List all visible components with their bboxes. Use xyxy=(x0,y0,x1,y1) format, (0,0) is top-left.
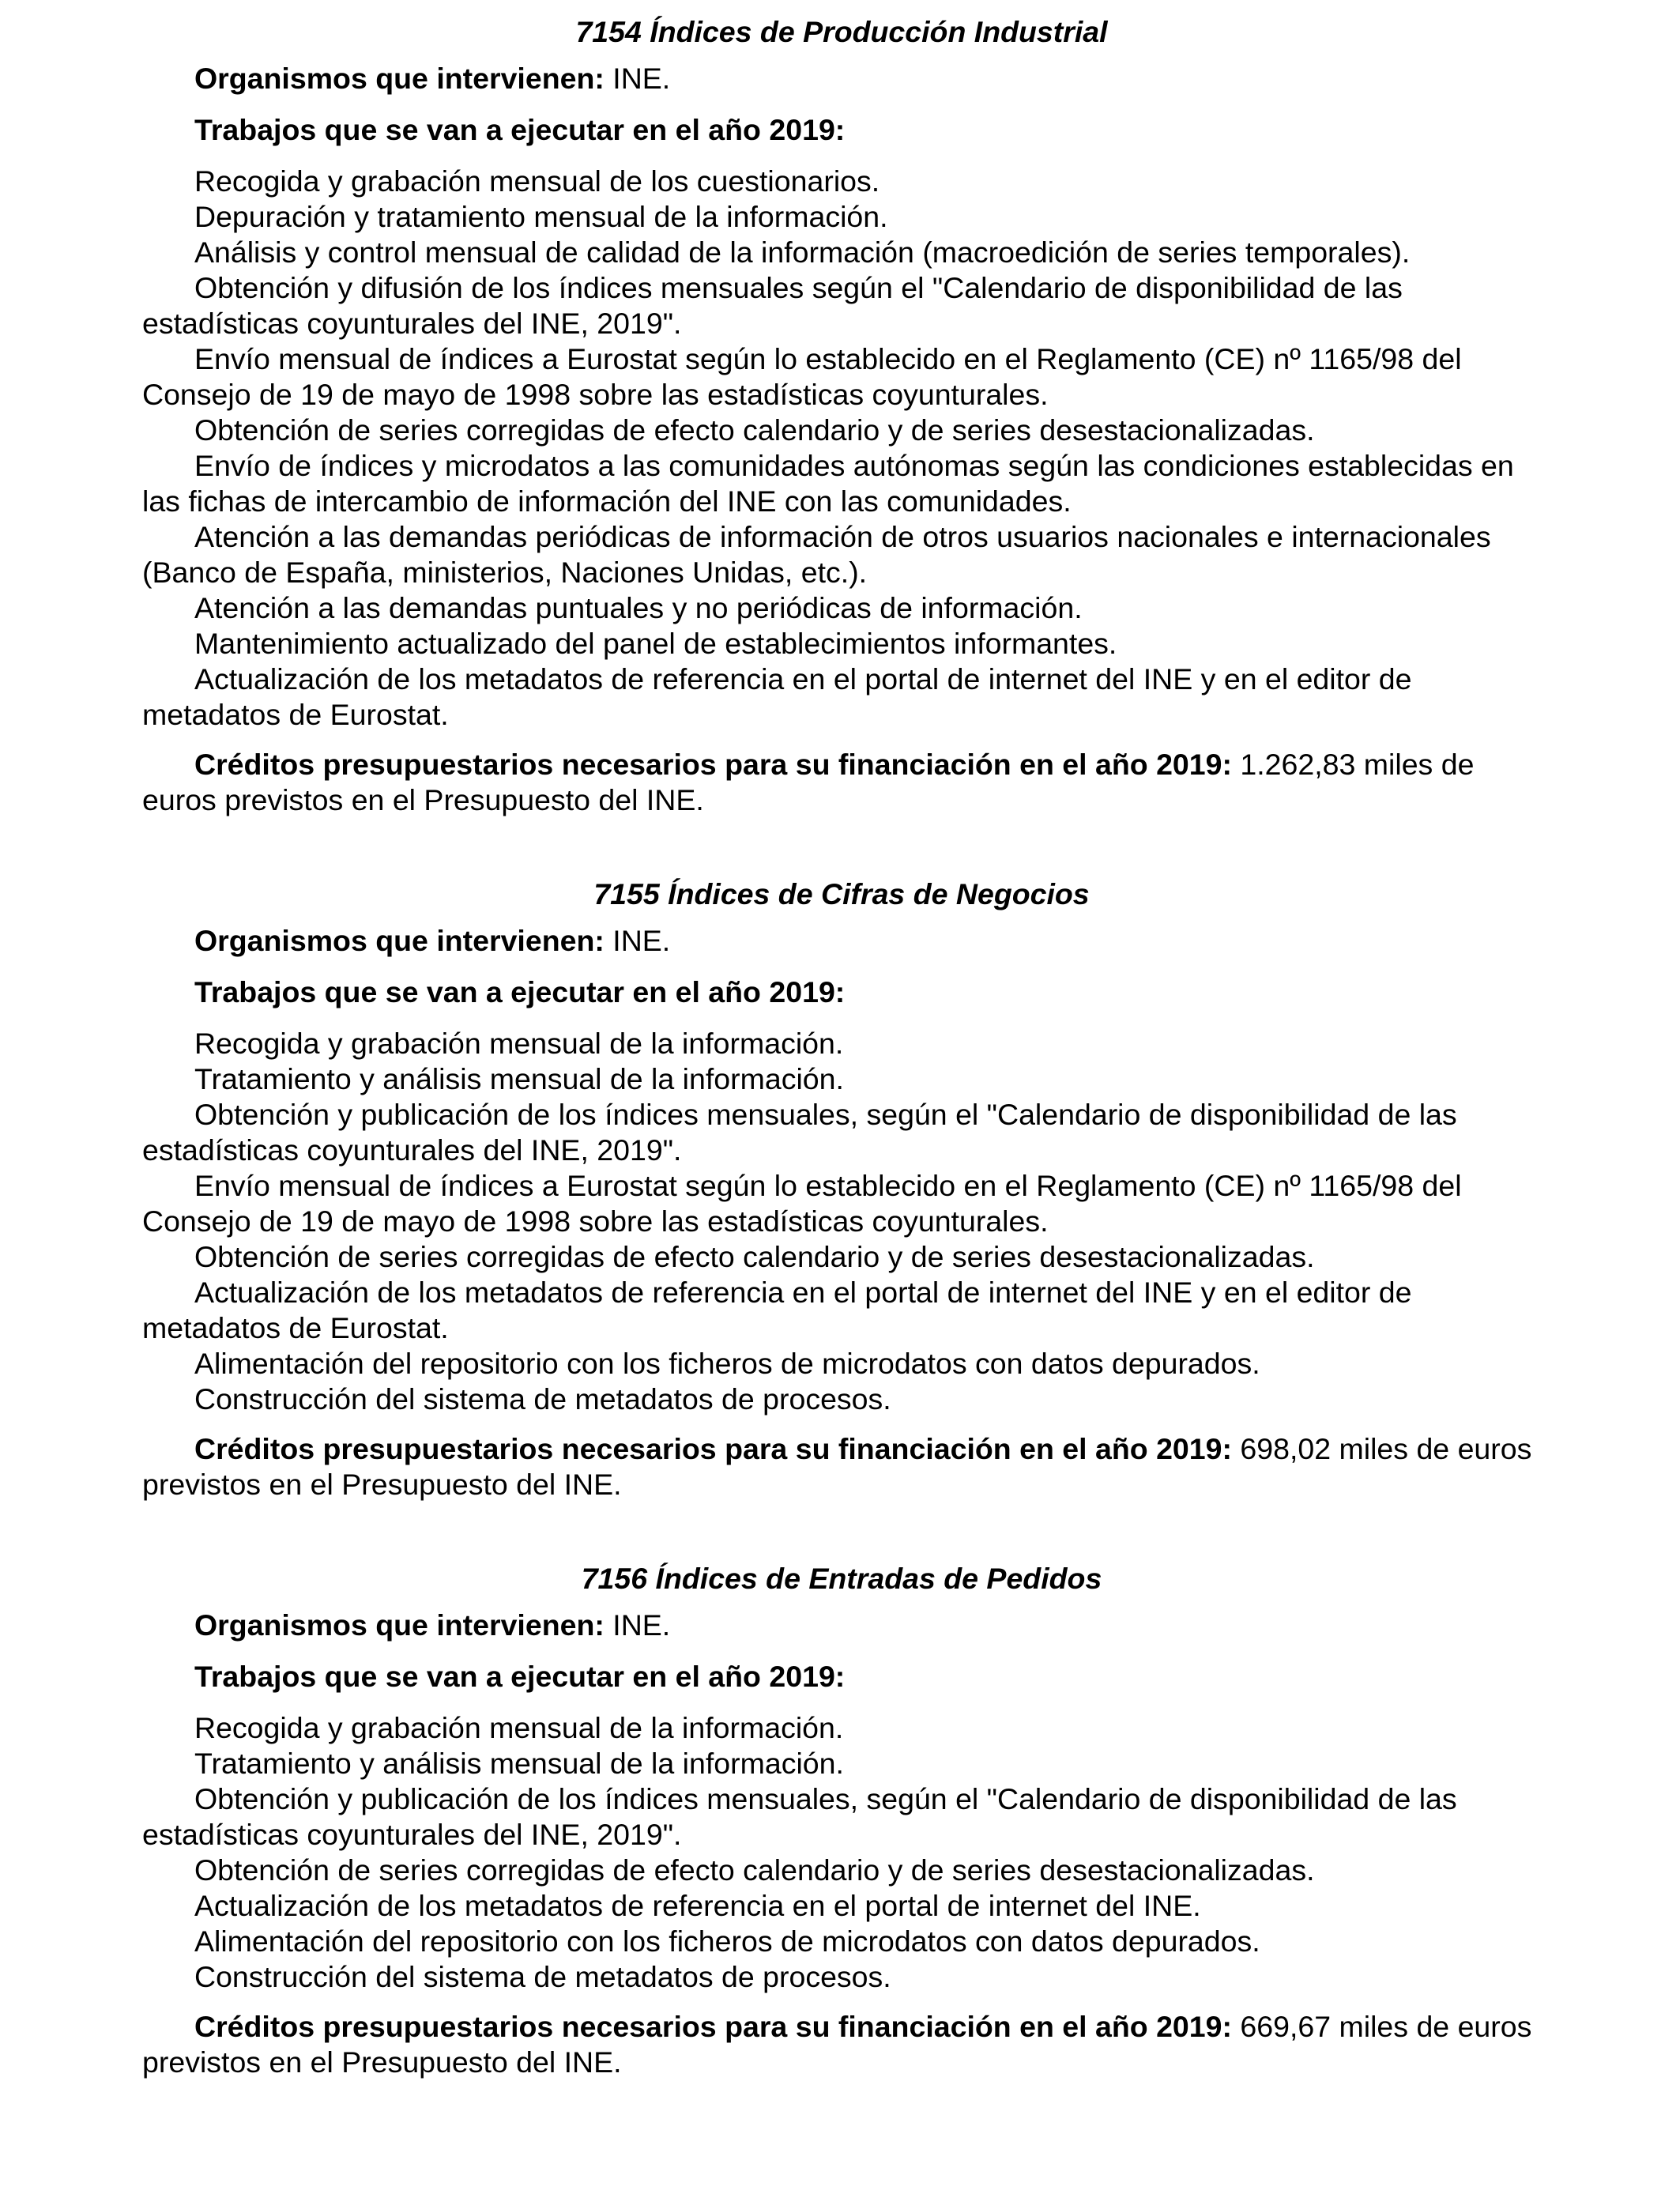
task-item: Actualización de los metadatos de referencia en el portal de internet del INE y en el editor de metadatos de Eurostat. xyxy=(142,662,1412,731)
credit-value: 698,02 miles de euros previstos en el Presupuesto del INE. xyxy=(142,1432,1532,1501)
section-title: 7155 Índices de Cifras de Negocios xyxy=(593,877,1090,910)
works-label: Trabajos que se van a ejecutar en el año 2019: xyxy=(194,113,846,146)
task-item: Tratamiento y análisis mensual de la información. xyxy=(194,1747,844,1780)
credit-line xyxy=(142,1431,1541,1502)
task-item: Recogida y grabación mensual de la información. xyxy=(194,1027,844,1060)
task-item: Construcción del sistema de metadatos de procesos. xyxy=(194,1960,891,1993)
credit-label: Créditos presupuestarios necesarios para su financiación en el año 2019: xyxy=(194,1432,1232,1465)
task-item: Alimentación del repositorio con los ficheros de microdatos con datos depurados. xyxy=(194,1347,1260,1380)
task-item: Tratamiento y análisis mensual de la información. xyxy=(194,1062,844,1095)
section-title: 7154 Índices de Producción Industrial xyxy=(575,15,1108,48)
credit-value: 669,67 miles de euros previstos en el Presupuesto del INE. xyxy=(142,2010,1532,2079)
task-item: Obtención de series corregidas de efecto calendario y de series desestacionalizadas. xyxy=(194,1240,1315,1273)
works-heading xyxy=(142,112,1541,148)
task-list xyxy=(142,1710,1541,1995)
task-item: Atención a las demandas periódicas de información de otros usuarios nacionales e internacionales (Banco de España, ministerios, Naciones Unidas, etc.). xyxy=(142,520,1491,589)
credit-line xyxy=(142,2009,1541,2080)
organisms-value: INE. xyxy=(612,62,671,95)
task-item: Alimentación del repositorio con los ficheros de microdatos con datos depurados. xyxy=(194,1924,1260,1958)
organisms-line xyxy=(142,923,1541,959)
credit-value: 1.262,83 miles de euros previstos en el Presupuesto del INE. xyxy=(142,748,1475,816)
organisms-label: Organismos que intervienen: xyxy=(194,924,605,957)
credit-label: Créditos presupuestarios necesarios para su financiación en el año 2019: xyxy=(194,2010,1232,2043)
task-list xyxy=(142,164,1541,733)
organisms-label: Organismos que intervienen: xyxy=(194,62,605,95)
task-item: Obtención y publicación de los índices mensuales, según el "Calendario de disponibilidad de las estadísticas coyunturales del INE, 2019". xyxy=(142,1098,1457,1167)
section-7154 xyxy=(142,14,1541,818)
task-item: Envío mensual de índices a Eurostat según lo establecido en el Reglamento (CE) nº 1165/98 del Consejo de 19 de mayo de 1998 sobre las estadísticas coyunturales. xyxy=(142,1169,1462,1238)
task-item: Actualización de los metadatos de referencia en el portal de internet del INE y en el editor de metadatos de Eurostat. xyxy=(142,1276,1412,1344)
task-item: Obtención y difusión de los índices mensuales según el "Calendario de disponibilidad de las estadísticas coyunturales del INE, 2019". xyxy=(142,271,1403,340)
task-item: Construcción del sistema de metadatos de procesos. xyxy=(194,1382,891,1416)
task-item: Obtención de series corregidas de efecto calendario y de series desestacionalizadas. xyxy=(194,413,1315,447)
task-item: Depuración y tratamiento mensual de la información. xyxy=(194,200,888,233)
task-item: Obtención y publicación de los índices mensuales, según el "Calendario de disponibilidad de las estadísticas coyunturales del INE, 2019". xyxy=(142,1782,1457,1851)
task-item: Mantenimiento actualizado del panel de establecimientos informantes. xyxy=(194,627,1117,660)
section-7155 xyxy=(142,876,1541,1502)
organisms-value: INE. xyxy=(612,1608,671,1642)
task-item: Análisis y control mensual de calidad de la información (macroedición de series temporales). xyxy=(194,236,1411,269)
organisms-line xyxy=(142,61,1541,96)
task-item: Recogida y grabación mensual de los cuestionarios. xyxy=(194,164,880,198)
works-label: Trabajos que se van a ejecutar en el año 2019: xyxy=(194,1660,846,1693)
works-heading xyxy=(142,974,1541,1010)
task-item: Actualización de los metadatos de referencia en el portal de internet del INE. xyxy=(194,1889,1201,1922)
task-item: Atención a las demandas puntuales y no periódicas de información. xyxy=(194,591,1083,624)
task-item: Envío mensual de índices a Eurostat según lo establecido en el Reglamento (CE) nº 1165/98 del Consejo de 19 de mayo de 1998 sobre las estadísticas coyunturales. xyxy=(142,342,1462,411)
credit-label: Créditos presupuestarios necesarios para su financiación en el año 2019: xyxy=(194,748,1232,781)
task-item: Recogida y grabación mensual de la información. xyxy=(194,1711,844,1744)
task-list xyxy=(142,1026,1541,1417)
organisms-line xyxy=(142,1608,1541,1643)
task-item: Obtención de series corregidas de efecto calendario y de series desestacionalizadas. xyxy=(194,1853,1315,1887)
organisms-label: Organismos que intervienen: xyxy=(194,1608,605,1642)
works-label: Trabajos que se van a ejecutar en el año 2019: xyxy=(194,975,846,1008)
section-7156 xyxy=(142,1561,1541,2080)
credit-line xyxy=(142,747,1541,818)
works-heading xyxy=(142,1659,1541,1695)
section-title: 7156 Índices de Entradas de Pedidos xyxy=(581,1562,1102,1595)
organisms-value: INE. xyxy=(612,924,671,957)
task-item: Envío de índices y microdatos a las comunidades autónomas según las condiciones establecidas en las fichas de intercambio de información del INE con las comunidades. xyxy=(142,449,1514,518)
